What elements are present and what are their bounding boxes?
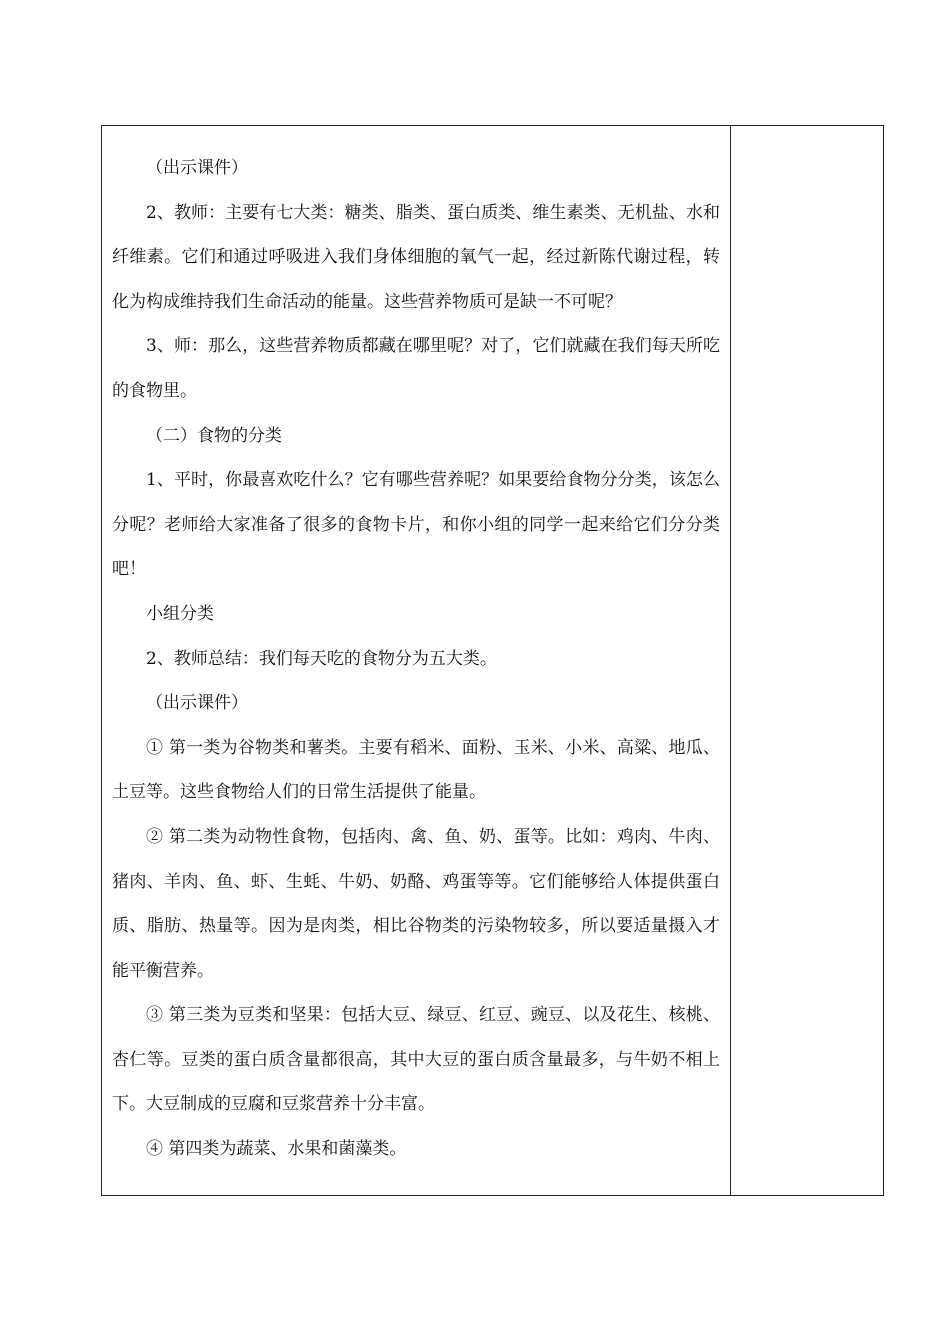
lesson-table — [101, 125, 884, 1196]
paragraph-where-nutrients: 3、师：那么，这些营养物质都藏在哪里呢？对了，它们就藏在我们每天所吃的食物里。 — [112, 336, 720, 401]
paragraph-group-classification: 小组分类 — [146, 603, 214, 624]
paragraph-category-1-grains: ① 第一类为谷物类和薯类。主要有稻米、面粉、玉米、小米、高粱、地瓜、土豆等。这些食物给人们的日常生活提供了能量。 — [112, 737, 720, 803]
paragraph-category-3-beans: ③ 第三类为豆类和坚果：包括大豆、绿豆、红豆、豌豆、以及花生、核桃、杏仁等。豆类的蛋白质含量都很高，其中大豆的蛋白质含量最多，与牛奶不相上下。大豆制成的豆腐和豆浆营养十分丰富。 — [112, 1005, 720, 1115]
section-heading-food-classification: （二）食物的分类 — [146, 425, 282, 446]
paragraph-category-4-vegetables: ④ 第四类为蔬菜、水果和菌藻类。 — [146, 1139, 407, 1160]
paragraph-favorite-food: 1、平时，你最喜欢吃什么？它有哪些营养呢？如果要给食物分分类，该怎么分呢？老师给大家准备了很多的食物卡片，和你小组的同学一起来给它们分分类吧！ — [112, 470, 720, 580]
notes-cell — [732, 126, 883, 1195]
paragraph-category-2-animal: ② 第二类为动物性食物，包括肉、禽、鱼、奶、蛋等。比如：鸡肉、牛肉、猪肉、羊肉、鱼、虾、生蚝、牛奶、奶酪、鸡蛋等等。它们能够给人体提供蛋白质、脂肪、热量等。因为是肉类，相比谷物类的污染物较多，所以要适量摄入才能平衡营养。 — [112, 826, 720, 981]
paragraph-show-courseware-1: （出示课件） — [146, 158, 248, 178]
paragraph-show-courseware-2: （出示课件） — [146, 693, 248, 714]
paragraph-teacher-summary: 2、教师总结：我们每天吃的食物分为五大类。 — [146, 648, 497, 669]
lesson-content-cell — [102, 126, 730, 1195]
column-divider — [730, 126, 731, 1195]
paragraph-seven-nutrients: 2、教师：主要有七大类：糖类、脂类、蛋白质类、维生素类、无机盐、水和纤维素。它们和通过呼吸进入我们身体细胞的氧气一起，经过新陈代谢过程，转化为构成维持我们生命活动的能量。这些营养物质可是缺一不可呢？ — [112, 202, 720, 312]
